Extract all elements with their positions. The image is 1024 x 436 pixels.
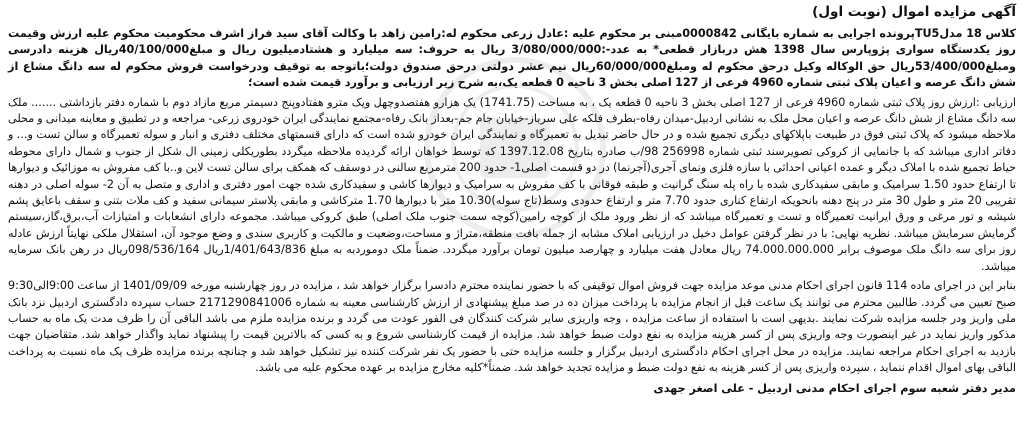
notice-description-paragraph: ارزیابی :ارزش روز پلاک ثبتی شماره 4960 فرعی از 127 اصلی بخش 3 ناحیه 0 قطعه یک ، به مساحت (1741.75) یک هزارو هفتصدوچهل ویک مترو هفتادوپنج دسیمتر مربع مازاد دوم با شماره دفتر بازداشتی ....... ملک سه دانگ مشاع از شش دانگ عرصه و اعیان محل ملک به نشانی اردبیل-میدان رفاه-بطرف فلکه علی سرباز-خیابان جام جم-بعداز بانک رفاه-مجتمع نمایندگی ایران خودروی زرعی- مراجعه و در تطبیق و معاینه میدانی و محلی ملاحظه میشود که پلاک ثبتی فوق در طبیعت باپلاکهای دیگری تجمیع شده و در حال حاضر تبدیل به تعمیرگاه و نمایندگی ایران خودرو شده است که دارای قسمتهای مختلف دفتری و انبار و سوله تعمیرگاه و سالن تست و... و دفاتر اداری میباشد که با جانمایی از کروکی تصویرسند ثبتی شماره 256998 98/ب صادره بتاریخ 1397.12.08 که توسط خواهان ارائه گردیده ملاحظه میگردد بطوریکلی زمینی ال شکل از جنوب و شمال دارای محوطه حیاط تجمیع شده با املاک دیگر و عمده اعیانی احداثی با سازه فلزی ونمای آجری(آجرنما) در دو قسمت اصلی1- حدود 200 مترمربع سالنی در دوسقف که همکف برای سالن تست لاین و..با کف مفروش به موزائیک و دیوارها تا ارتفاع حدود 1.50 سرامیک و مابقی سفیدکاری شده با راه پله سنگ گرانیت و طبقه فوقانی با کف مفروش به سرامیک و دیوارها کاشی و سفیدکاری شده جهت امور دفتری و اداری و متصل به آن 2- سوله اصلی در دهنه تقریبی 20 متر و طول 30 متر در پنج دهنه بانحویکه ارتفاع کناری حدود 7.70 متر و ارتفاع حدودی وسط(تاج سوله)10.30 متر با دیوارها 1.70 مترکاشی و مابقی پلاستر سیمانی سفید و کف ملات بتنی و سقف باعایق پشم شیشه و تور مرغی و ورق ایرانیت تعمیرگاه و تست و تعمیرگاه میباشد که از نظر ورود ملک از کوچه رامین(کوچه سمت جنوب ملک اصلی) طبق کروکی میباشد. مجموعه دارای انشعابات و امتیازات آب،برق،گاز،سیستم گرمایش سرمایش میباشد. نظریه نهایی: با در نظر گرفتن عوامل دخیل در ارزیابی املاک مشابه از جمله بافت منطقه،متراژ و مساحت،وضعیت و مالکیت و کاربری سندی و وضع موجود آن، استقلال ملکی نهایتاً ارزش عادله روز برای سه دانگ ملک موصوف برابر 74.000.000.000 ریال معادل هفت میلیارد و چهارصد میلیون تومان برآورد میگردد. ضمناً ملک دوموردبه به مبلغ 1/401/643/836ریال 098/536/164ریال در رهن بانک سرمایه میباشد. <box>8 95 1017 273</box>
notice-title: آگهی مزایده اموال (نوبت اول) <box>812 4 1016 20</box>
notice-signature: مدیر دفتر شعبه سوم اجرای احکام مدنی اردبیل - علی اصغر جهدی <box>653 381 1016 395</box>
notice-intro-paragraph: کلاس 18 مدلTU5پرونده اجرایی به شماره بایگانی 0000842مبنی بر محکوم علیه :عادل زرعی محکوم له:رامین زاهد با وکالت آقای سید فراز اشرف محکومیت محکوم علیه ارزش وقیمت روز یکدستگاه سواری پژوپارس سال 1398 هش دربازار قطعی* به عدد-:3/080/000/000 ریال به حروف: سه میلیارد و هشتادمیلیون ریال و مبلغ40/100/000ریال هزینه دادرسی ومبلغ53/400/000ریال حق الوکاله وکیل درحق محکوم له ومبلغ60/000/000ریال نیم عشر دولتی درحق صندوق دولت؛باتوجه به توقیف ودرخواست فروش محکوم له سه دانگ مشاع از شش دانگ عرصه و اعیان پلاک ثبتی شماره 4960 فرعی از 127 اصلی بخش 3 ناحیه 0 قطعه یک،به شرح زیر ارزیابی و برآورد قیمت شده است؛ <box>8 27 1016 90</box>
notice-auction-paragraph: بنابر این در اجرای ماده 114 قانون اجرای احکام مدنی موعد مزایده جهت فروش اموال توقیفی که با حضور نماینده محترم دادسرا برگزار خواهد شد ، مزایده در روز چهارشنبه مورخه 1401/09/09 از ساعت 9:00الی9:30 صبح تعیین می گردد. طالبین محترم می توانند یک ساعت قبل از انجام مزایده با پرداخت میزان ده در صد مبلغ پیشنهادی از ارزش کارشناسی معینه به شماره 2171290841006 حساب سپرده دادگستری اردبیل نزد بانک ملی واریز ودر جلسه مزایده شرکت نمایند .بدیهی است با استفاده از ساعت مزایده ، وجه واریزی سایر شرکت کنندگان فی الفور عودت می گردد و برنده مزایده ملزم می باشد الباقی آن را ظرف مدت یک ماه به حساب مذکور واریز نماید در غیر اینصورت وجه واریزی پس از کسر هزینه مزایده به نفع دولت ضبط خواهد شد. مزایده از قیمت کارشناسی شروع و به کسی که بالاترین قیمت را پیشنهاد نماید واگذار خواهد شد. متقاضیان جهت بازدید به اجرای احکام مراجعه نمایند. مزایده در محل اجرای احکام دادگستری اردبیل برگزار و جلسه مزایده حتی با حضور یک نفر شرکت کننده نیز تشکیل خواهد شد و چنانچه برنده مزایده ظرف یک ماه نسبت به پرداخت الباقی بهای اموال اقدام ننماید ، سپرده واریزی پس از کسر هزینه به نفع دولت ضبط و مزایده تجدید خواهد شد. ضمناً*کلیه مخارج مزایده بر عهده محکوم علیه می باشد. <box>8 279 1017 375</box>
